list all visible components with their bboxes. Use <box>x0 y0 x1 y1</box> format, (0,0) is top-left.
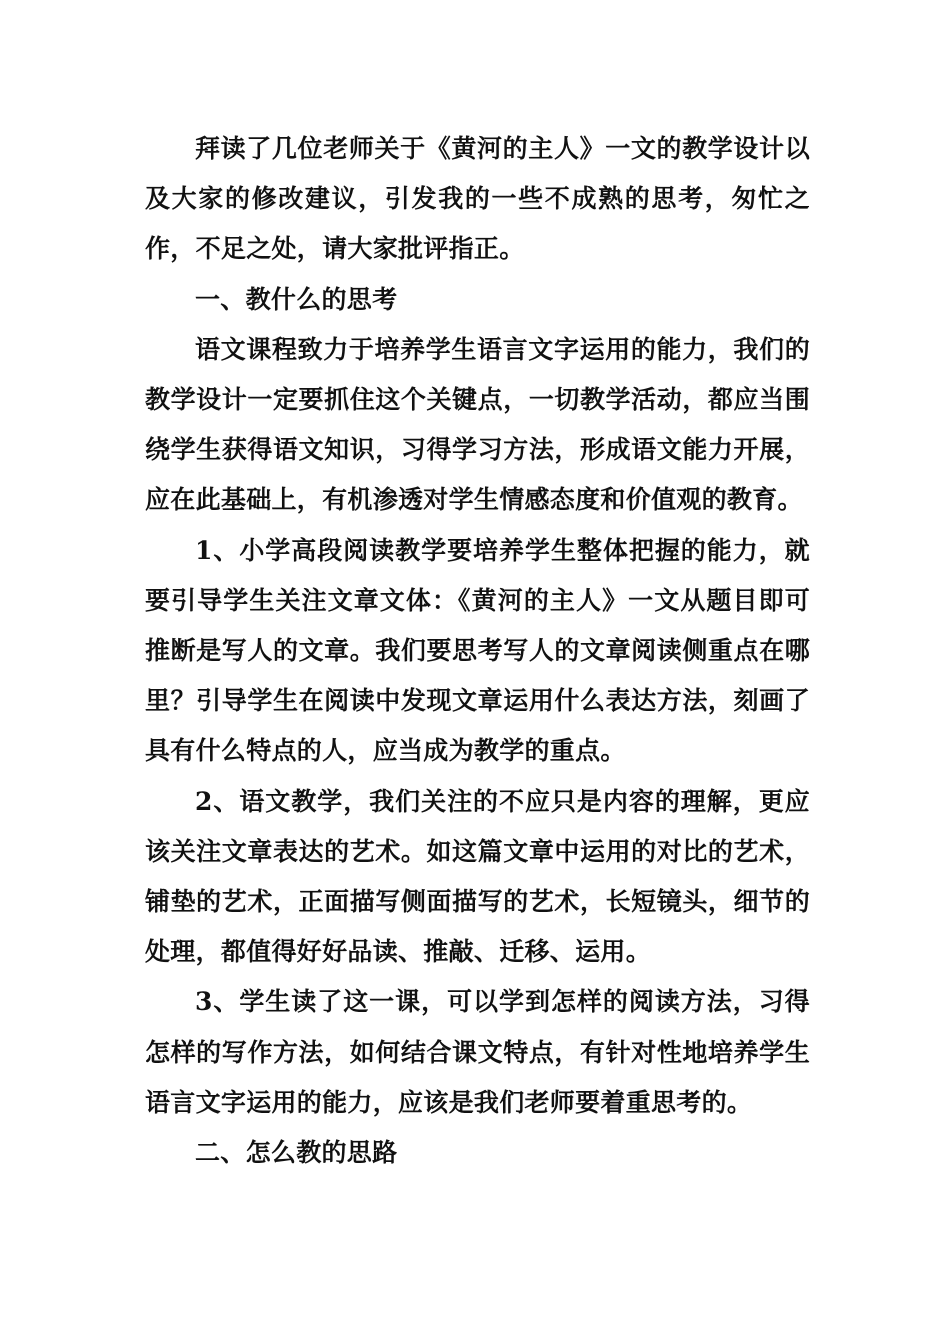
point-2-paragraph: 2、语文教学，我们关注的不应只是内容的理解，更应该关注文章表达的艺术。如这篇文章中运用的对比的艺术，铺垫的艺术，正面描写侧面描写的艺术，长短镜头，细节的处理，都值得好好品读、推敲、迁移、运用。 <box>145 786 810 967</box>
point-3-paragraph: 3、学生读了这一课，可以学到怎样的阅读方法，习得怎样的写作方法，如何结合课文特点，有针对性地培养学生语言文字运用的能力，应该是我们老师要着重思考的。 <box>145 987 810 1117</box>
document-body <box>145 124 810 1178</box>
intro-paragraph: 拜读了几位老师关于《黄河的主人》一文的教学设计以及大家的修改建议，引发我的一些不成熟的思考，匆忙之作，不足之处，请大家批评指正。 <box>145 134 810 264</box>
point-1-paragraph: 1、小学高段阅读教学要培养学生整体把握的能力，就要引导学生关注文章文体：《黄河的主人》一文从题目即可推断是写人的文章。我们要思考写人的文章阅读侧重点在哪里？引导学生在阅读中发现文章运用什么表达方法，刻画了具有什么特点的人，应当成为教学的重点。 <box>145 535 810 766</box>
section-heading-2: 二、怎么教的思路 <box>195 1138 398 1168</box>
section-heading-1: 一、教什么的思考 <box>195 284 398 314</box>
section-1-paragraph: 语文课程致力于培养学生语言文字运用的能力，我们的教学设计一定要抓住这个关键点，一切教学活动，都应当围绕学生获得语文知识，习得学习方法，形成语文能力开展，应在此基础上，有机渗透对学生情感态度和价值观的教育。 <box>145 334 810 515</box>
